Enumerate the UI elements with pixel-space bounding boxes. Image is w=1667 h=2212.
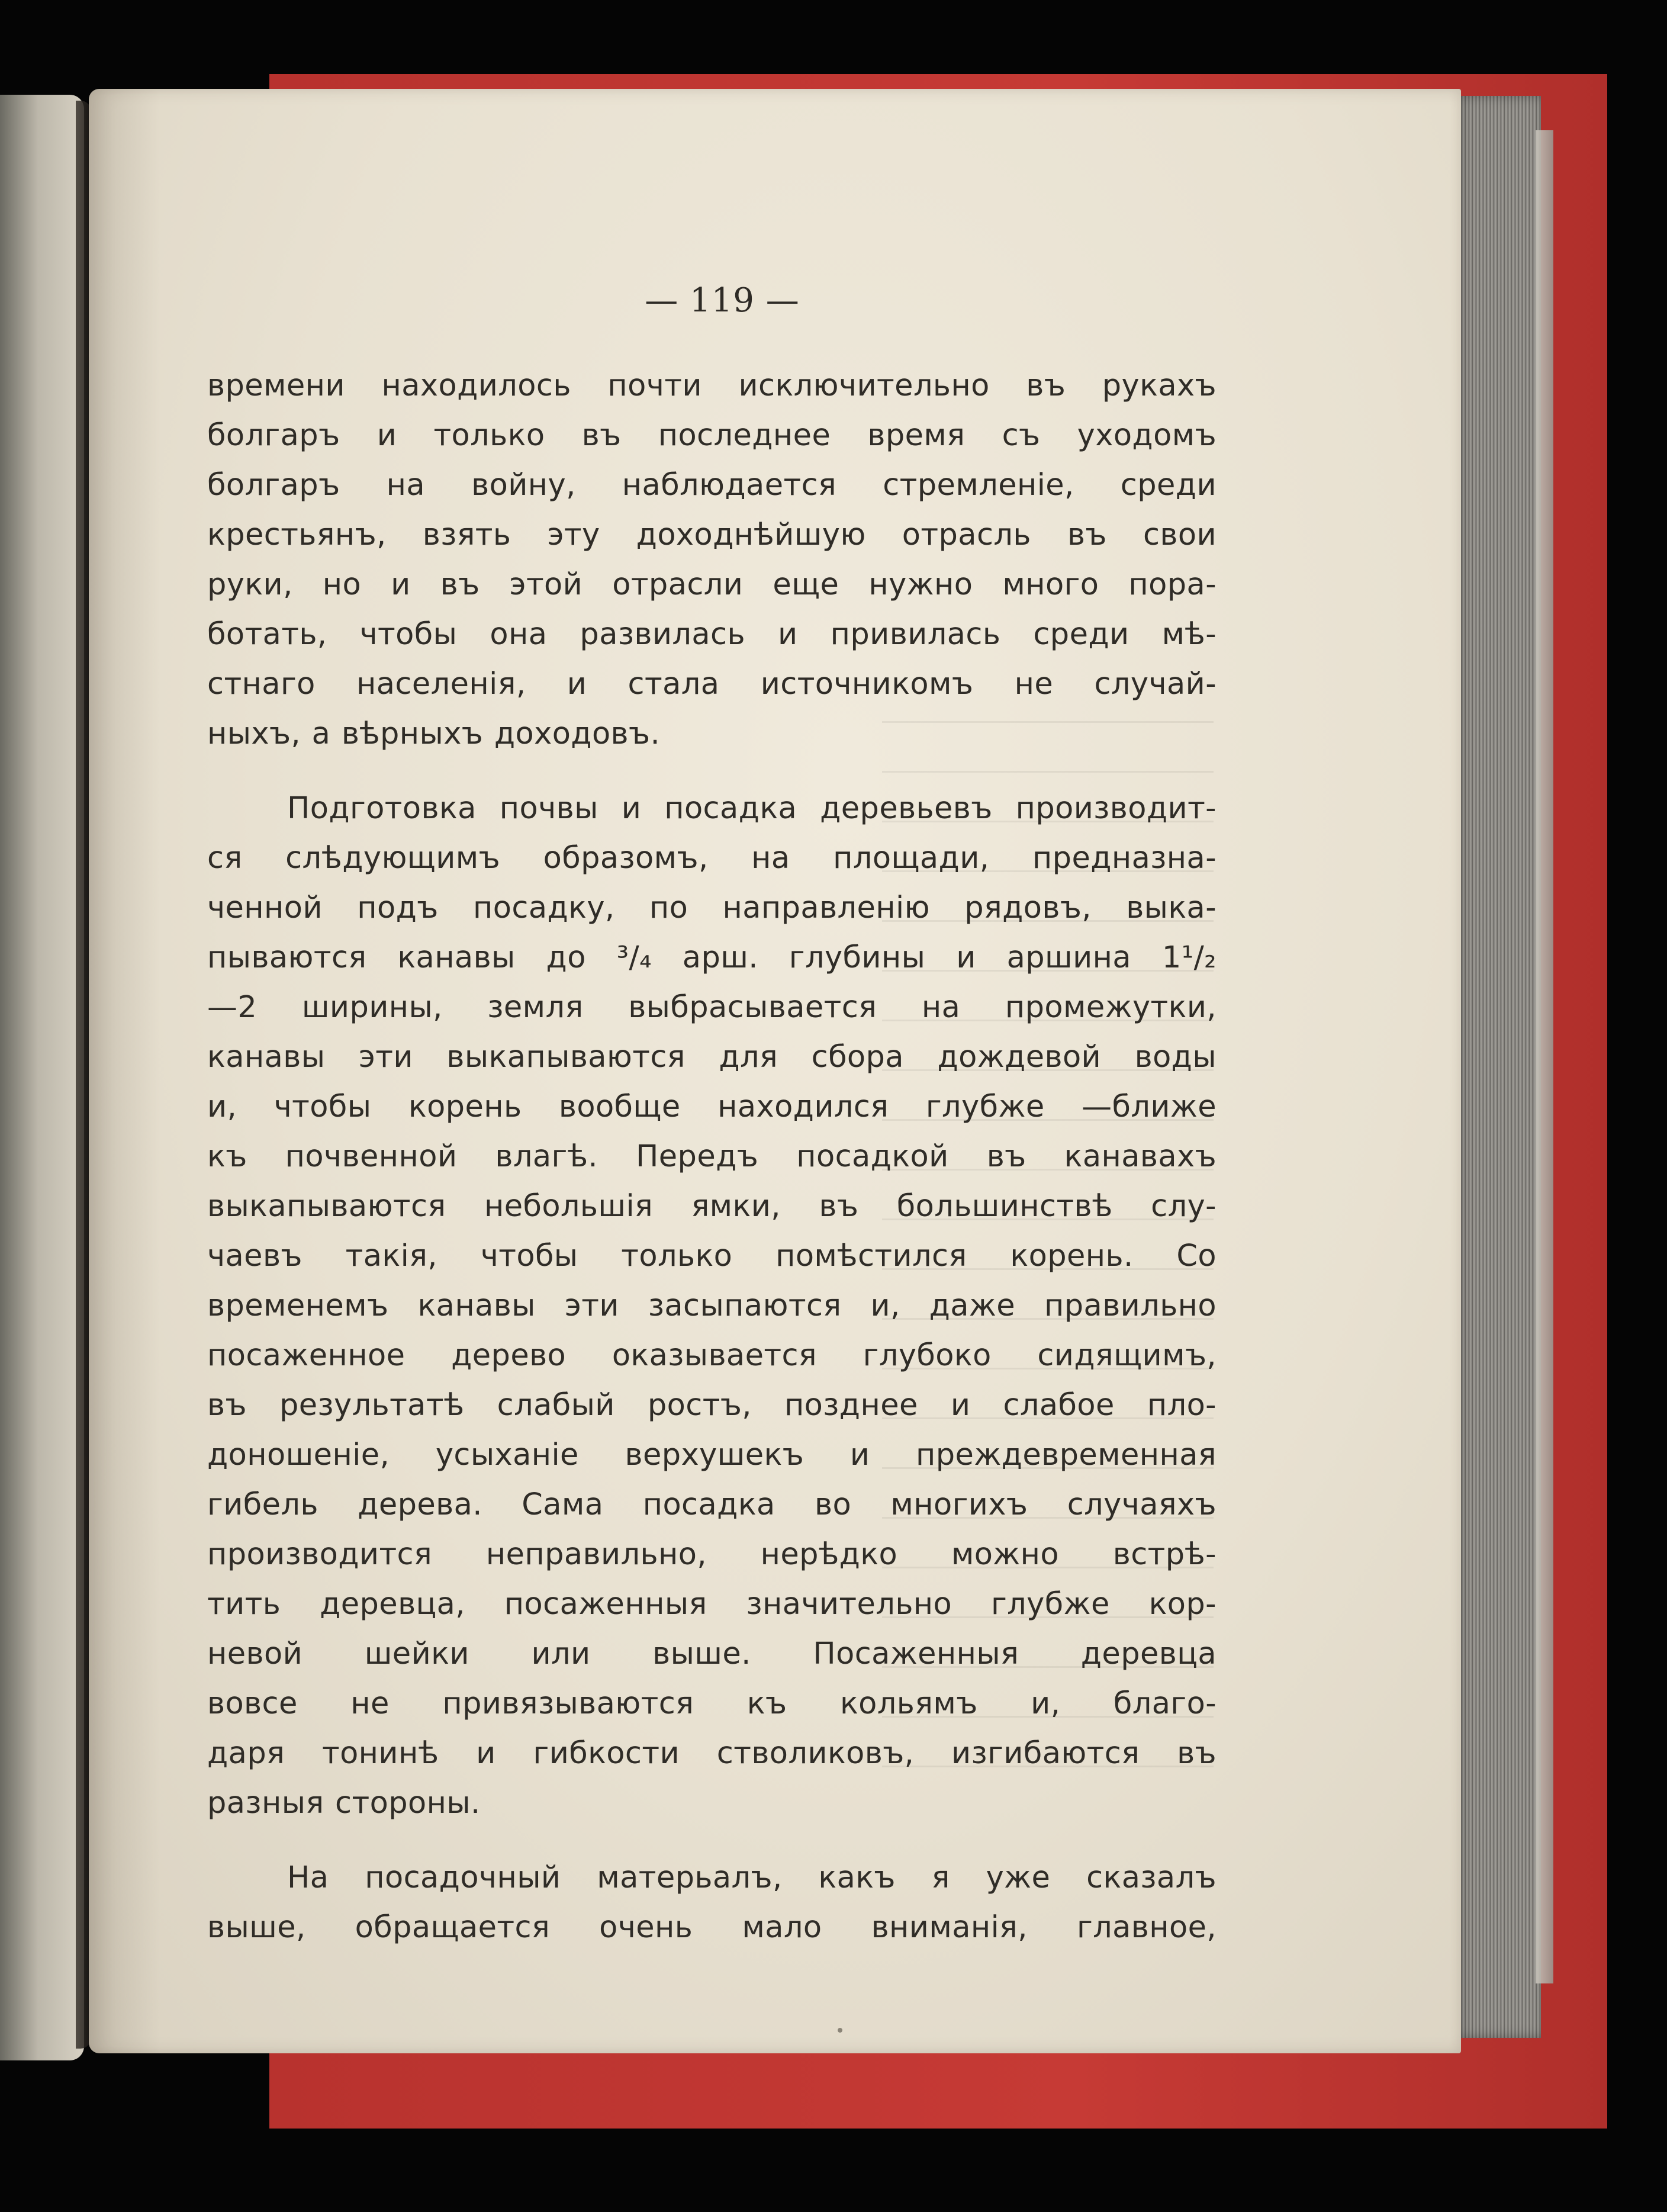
- page-stack-edge: [1455, 96, 1541, 2038]
- page-stack-highlight: [1536, 130, 1553, 1983]
- text-line: чаевъ такія, чтобы только помѣстился корень. Со: [207, 1239, 1217, 1274]
- text-line: крестьянъ, взять эту доходнѣйшую отрасль въ свои: [207, 517, 1217, 552]
- text-line: и, чтобы корень вообще находился глубже —ближе: [207, 1089, 1217, 1124]
- text-line: вовсе не привязываются къ кольямъ и, благо-: [207, 1686, 1217, 1721]
- text-line: —2 ширины, земля выбрасывается на промежутки,: [207, 990, 1217, 1025]
- text-line: къ почвенной влагѣ. Передъ посадкой въ канавахъ: [207, 1139, 1217, 1174]
- text-line: На посадочный матерьалъ, какъ я уже сказалъ: [287, 1860, 1217, 1895]
- paragraph-gap: [207, 759, 1217, 784]
- text-line: Подготовка почвы и посадка деревьевъ производит-: [287, 791, 1217, 826]
- text-line: пываются канавы до ³/₄ арш. глубины и аршина 1¹/₂: [207, 940, 1217, 975]
- text-line: канавы эти выкапываются для сбора дождевой воды: [207, 1040, 1217, 1075]
- text-line: въ результатѣ слабый ростъ, позднее и слабое пло-: [207, 1388, 1217, 1423]
- text-line: болгаръ и только въ последнее время съ уходомъ: [207, 418, 1217, 453]
- text-line: выше, обращается очень мало вниманія, главное,: [207, 1910, 1217, 1945]
- text-line: временемъ канавы эти засыпаются и, даже правильно: [207, 1288, 1217, 1323]
- text-line: выкапываются небольшія ямки, въ большинствѣ слу-: [207, 1189, 1217, 1224]
- text-line: ся слѣдующимъ образомъ, на площади, предназна-: [207, 841, 1217, 876]
- paragraph-gap: [207, 1828, 1217, 1853]
- text-line: невой шейки или выше. Посаженныя деревца: [207, 1637, 1217, 1671]
- text-line: посаженное дерево оказывается глубоко сидящимъ,: [207, 1338, 1217, 1373]
- text-line: разныя стороны.: [207, 1786, 481, 1821]
- text-line: даря тонинѣ и гибкости стволиковъ, изгибаются въ: [207, 1736, 1217, 1771]
- text-line: доношеніе, усыханіе верхушекъ и преждевременная: [207, 1438, 1217, 1472]
- page-number: — 119 —: [645, 281, 800, 320]
- text-line: руки, но и въ этой отрасли еще нужно много пора-: [207, 567, 1217, 602]
- text-line: болгаръ на войну, наблюдается стремленіе, среди: [207, 468, 1217, 503]
- text-line: тить деревца, посаженныя значительно глубже кор-: [207, 1587, 1217, 1622]
- text-line: ныхъ, а вѣрныхъ доходовъ.: [207, 716, 661, 751]
- text-line: ченной подъ посадку, по направленію рядовъ, выка-: [207, 890, 1217, 925]
- text-line: производится неправильно, нерѣдко можно встрѣ-: [207, 1537, 1217, 1572]
- left-page-fragment: [0, 95, 84, 2060]
- text-line: времени находилось почти исключительно въ рукахъ: [207, 368, 1217, 403]
- paper-speck: [838, 2028, 842, 2033]
- page-text-block: [207, 361, 1217, 1953]
- text-line: стнаго населенія, и стала источникомъ не случай-: [207, 667, 1217, 702]
- text-line: гибель дерева. Сама посадка во многихъ случаяхъ: [207, 1487, 1217, 1522]
- text-line: ботать, чтобы она развилась и привилась среди мѣ-: [207, 617, 1217, 652]
